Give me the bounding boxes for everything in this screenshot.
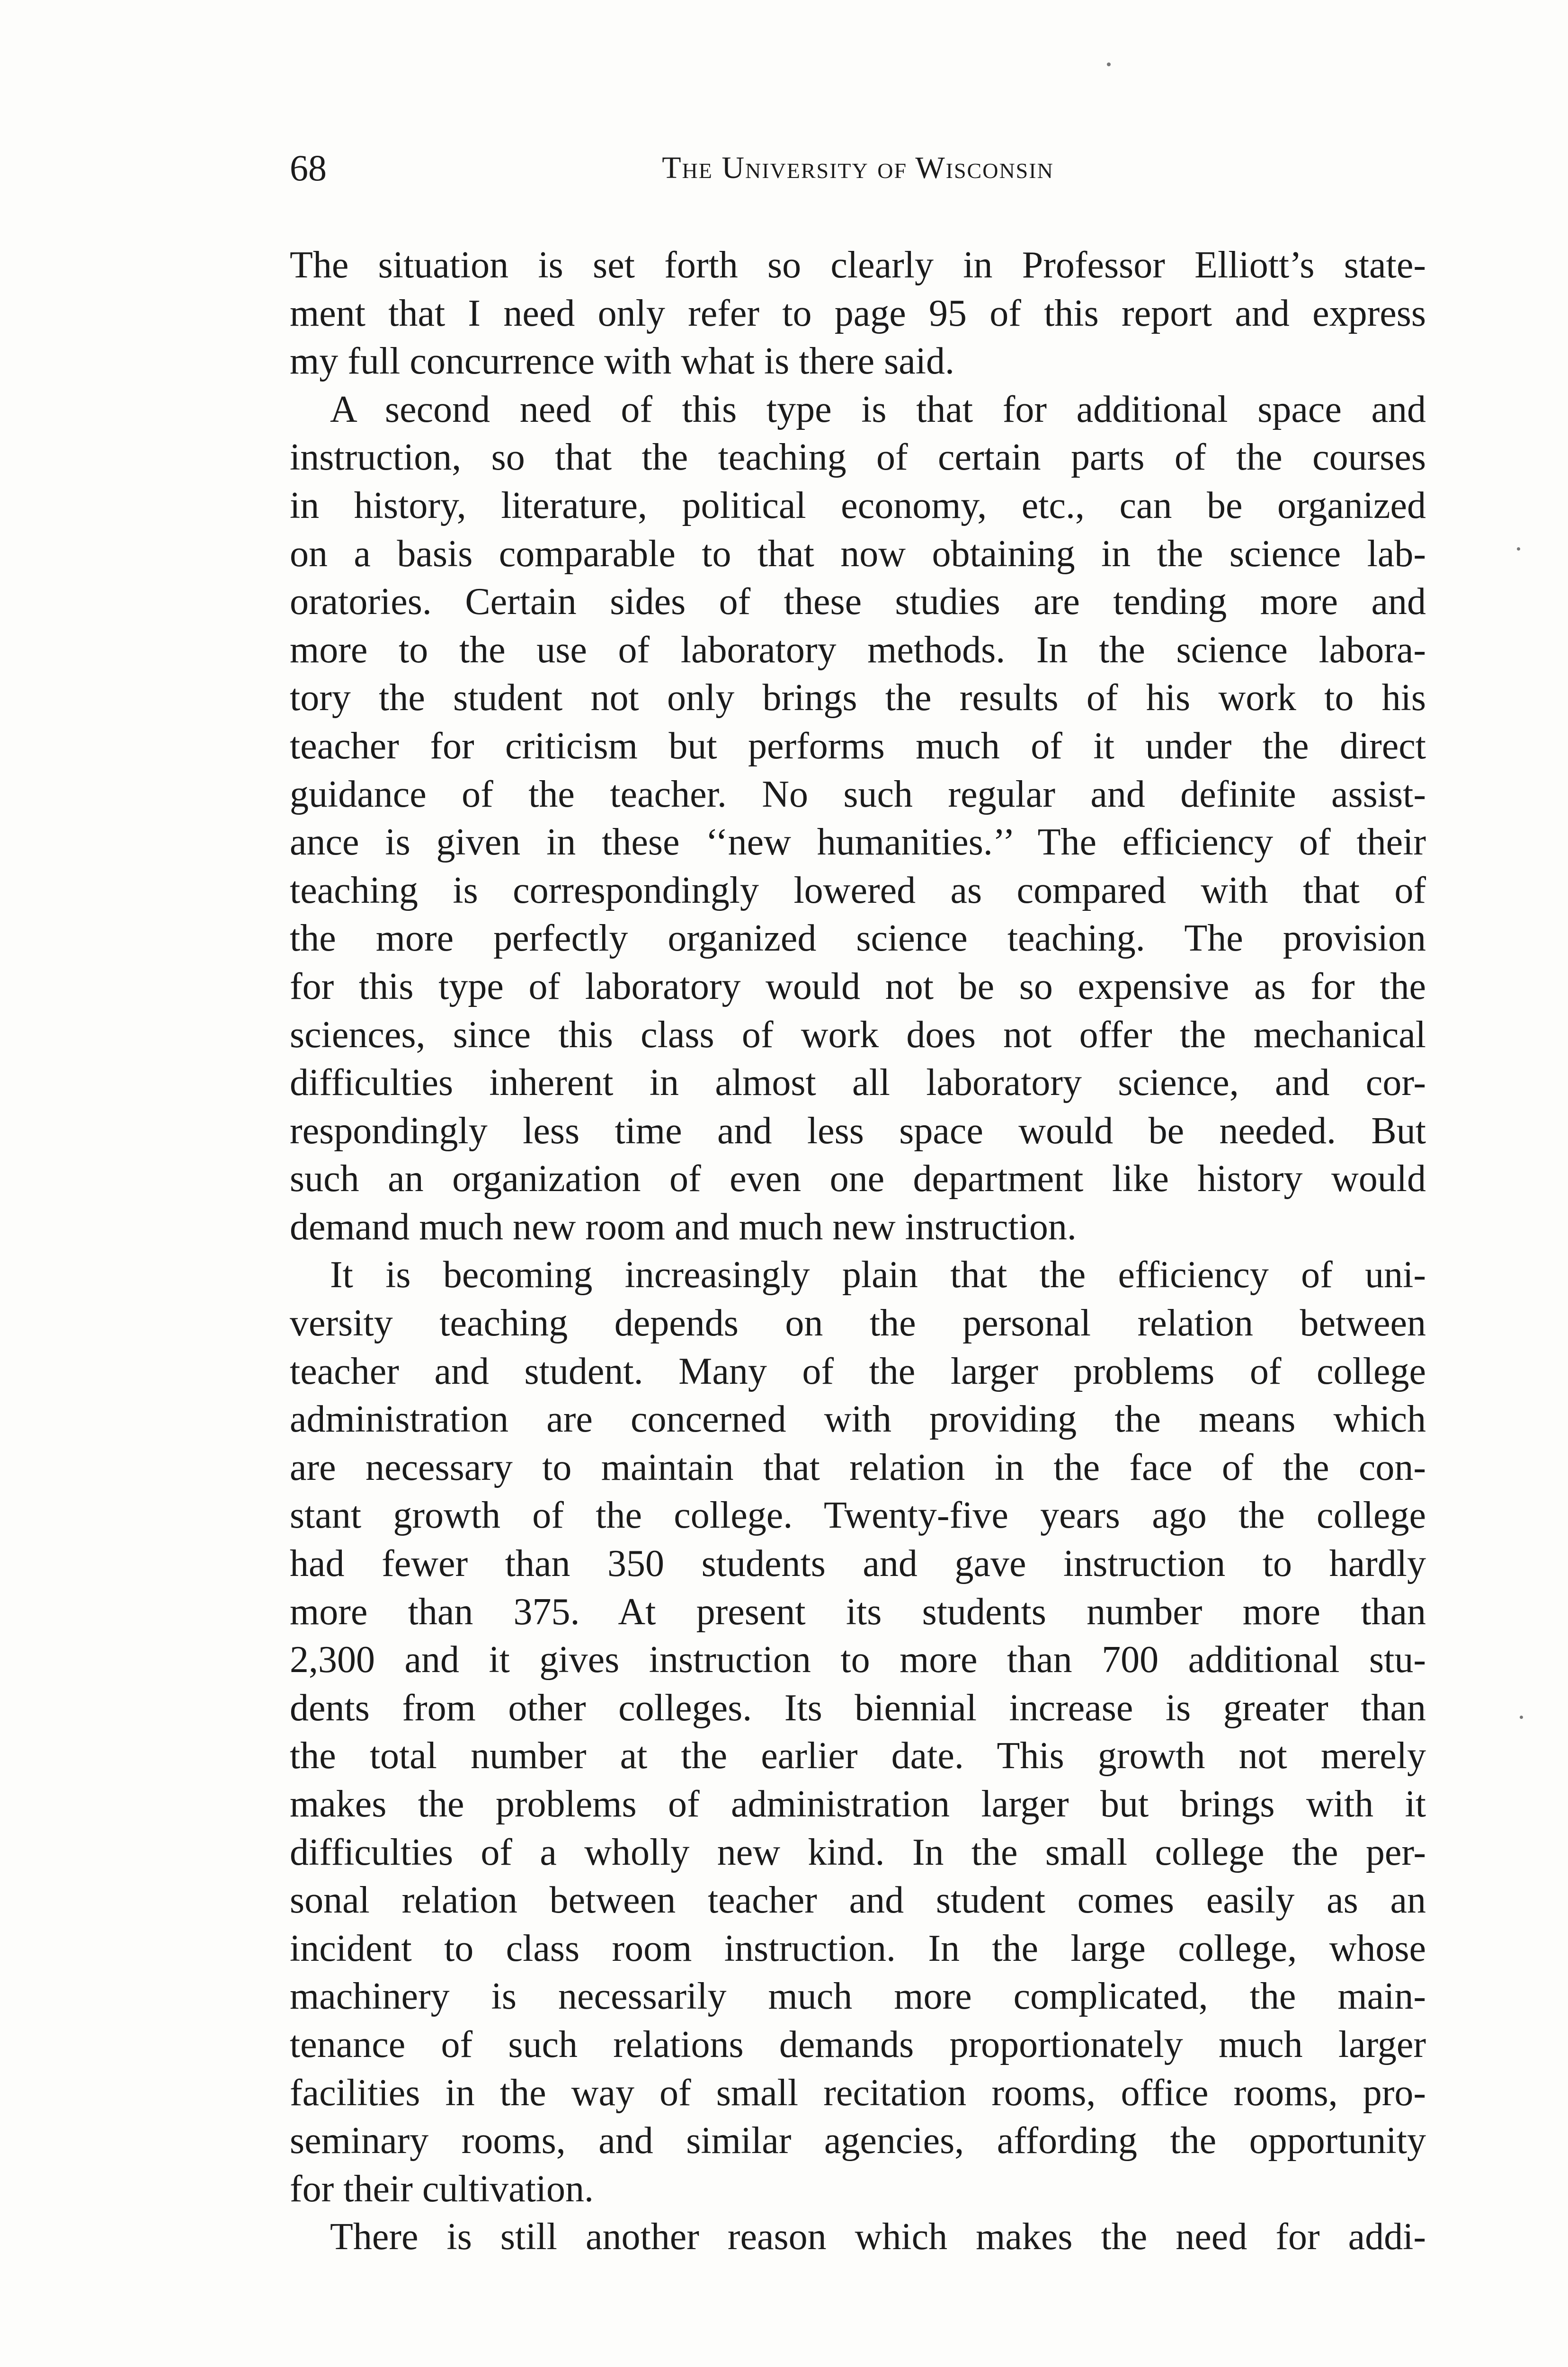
text-line: guidance of the teacher. No such regular and definite assist- bbox=[290, 773, 1426, 815]
text-line: administration are concerned with providing the means which bbox=[290, 1398, 1426, 1441]
text-line: difficulties inherent in almost all laboratory science, and cor- bbox=[290, 1062, 1426, 1104]
scan-speck bbox=[1520, 1716, 1523, 1719]
text-line: seminary rooms, and similar agencies, affording the opportunity bbox=[290, 2120, 1426, 2162]
scan-speck bbox=[1107, 62, 1111, 66]
text-line: more than 375. At present its students number more than bbox=[290, 1591, 1426, 1633]
text-line: facilities in the way of small recitation rooms, office rooms, pro- bbox=[290, 2072, 1426, 2114]
text-line: sonal relation between teacher and student comes easily as an bbox=[290, 1879, 1426, 1922]
text-line: teacher for criticism but performs much of it under the direct bbox=[290, 725, 1426, 767]
text-line: tory the student not only brings the results of his work to his bbox=[290, 677, 1426, 719]
paragraph bbox=[290, 2213, 1426, 2261]
text-line: in history, literature, political economy, etc., can be organized bbox=[290, 484, 1426, 526]
text-line: instruction, so that the teaching of certain parts of the courses bbox=[290, 436, 1426, 479]
text-line: such an organization of even one department like history would bbox=[290, 1158, 1426, 1200]
text-line: ance is given in these ‘‘new humanities.’’ The efficiency of their bbox=[290, 821, 1426, 863]
text-line: difficulties of a wholly new kind. In the small college the per- bbox=[290, 1831, 1426, 1873]
text-line: teacher and student. Many of the larger problems of college bbox=[290, 1350, 1426, 1392]
text-line: the total number at the earlier date. This growth not merely bbox=[290, 1735, 1426, 1777]
running-head bbox=[290, 142, 1426, 194]
text-line: stant growth of the college. Twenty-five years ago the college bbox=[290, 1495, 1426, 1537]
text-line: It is becoming increasingly plain that the efficiency of uni- bbox=[330, 1254, 1426, 1296]
text-line: There is still another reason which makes the need for addi- bbox=[330, 2216, 1426, 2258]
page-number: 68 bbox=[290, 147, 327, 188]
text-line: incident to class room instruction. In the large college, whose bbox=[290, 1927, 1426, 1969]
text-line: for their cultivation. bbox=[290, 2168, 594, 2210]
text-line: 2,300 and it gives instruction to more than 700 additional stu- bbox=[290, 1639, 1426, 1681]
text-line: machinery is necessarily much more complicated, the main- bbox=[290, 1975, 1426, 2018]
body-text bbox=[290, 241, 1426, 2261]
text-line: the more perfectly organized science teaching. The provision bbox=[290, 917, 1426, 960]
text-line: The situation is set forth so clearly in Professor Elliott’s state- bbox=[290, 244, 1426, 286]
text-line: are necessary to maintain that relation in the face of the con- bbox=[290, 1446, 1426, 1488]
text-line: teaching is correspondingly lowered as compared with that of bbox=[290, 869, 1426, 911]
text-line: had fewer than 350 students and gave instruction to hardly bbox=[290, 1543, 1426, 1585]
text-line: my full concurrence with what is there said. bbox=[290, 340, 954, 383]
text-line: for this type of laboratory would not be so expensive as for the bbox=[290, 965, 1426, 1007]
text-line: makes the problems of administration larger but brings with it bbox=[290, 1783, 1426, 1825]
paragraph bbox=[290, 241, 1426, 386]
text-line: ment that I need only refer to page 95 of this report and express bbox=[290, 292, 1426, 334]
text-line: dents from other colleges. Its biennial increase is greater than bbox=[290, 1687, 1426, 1729]
paragraph bbox=[290, 1251, 1426, 2213]
text-line: on a basis comparable to that now obtaining in the science lab- bbox=[290, 533, 1426, 575]
paragraph bbox=[290, 386, 1426, 1252]
text-line: more to the use of laboratory methods. In the science labora- bbox=[290, 629, 1426, 671]
text-line: demand much new room and much new instruction. bbox=[290, 1206, 1077, 1248]
text-line: oratories. Certain sides of these studies are tending more and bbox=[290, 581, 1426, 623]
text-line: sciences, since this class of work does not offer the mechanical bbox=[290, 1014, 1426, 1056]
text-line: tenance of such relations demands proportionately much larger bbox=[290, 2023, 1426, 2065]
text-line: A second need of this type is that for additional space and bbox=[330, 388, 1426, 430]
text-line: respondingly less time and less space would be needed. But bbox=[290, 1110, 1426, 1152]
text-line: versity teaching depends on the personal relation between bbox=[290, 1302, 1426, 1344]
running-title: The University of Wisconsin bbox=[662, 151, 1054, 185]
scan-speck bbox=[1517, 547, 1520, 551]
